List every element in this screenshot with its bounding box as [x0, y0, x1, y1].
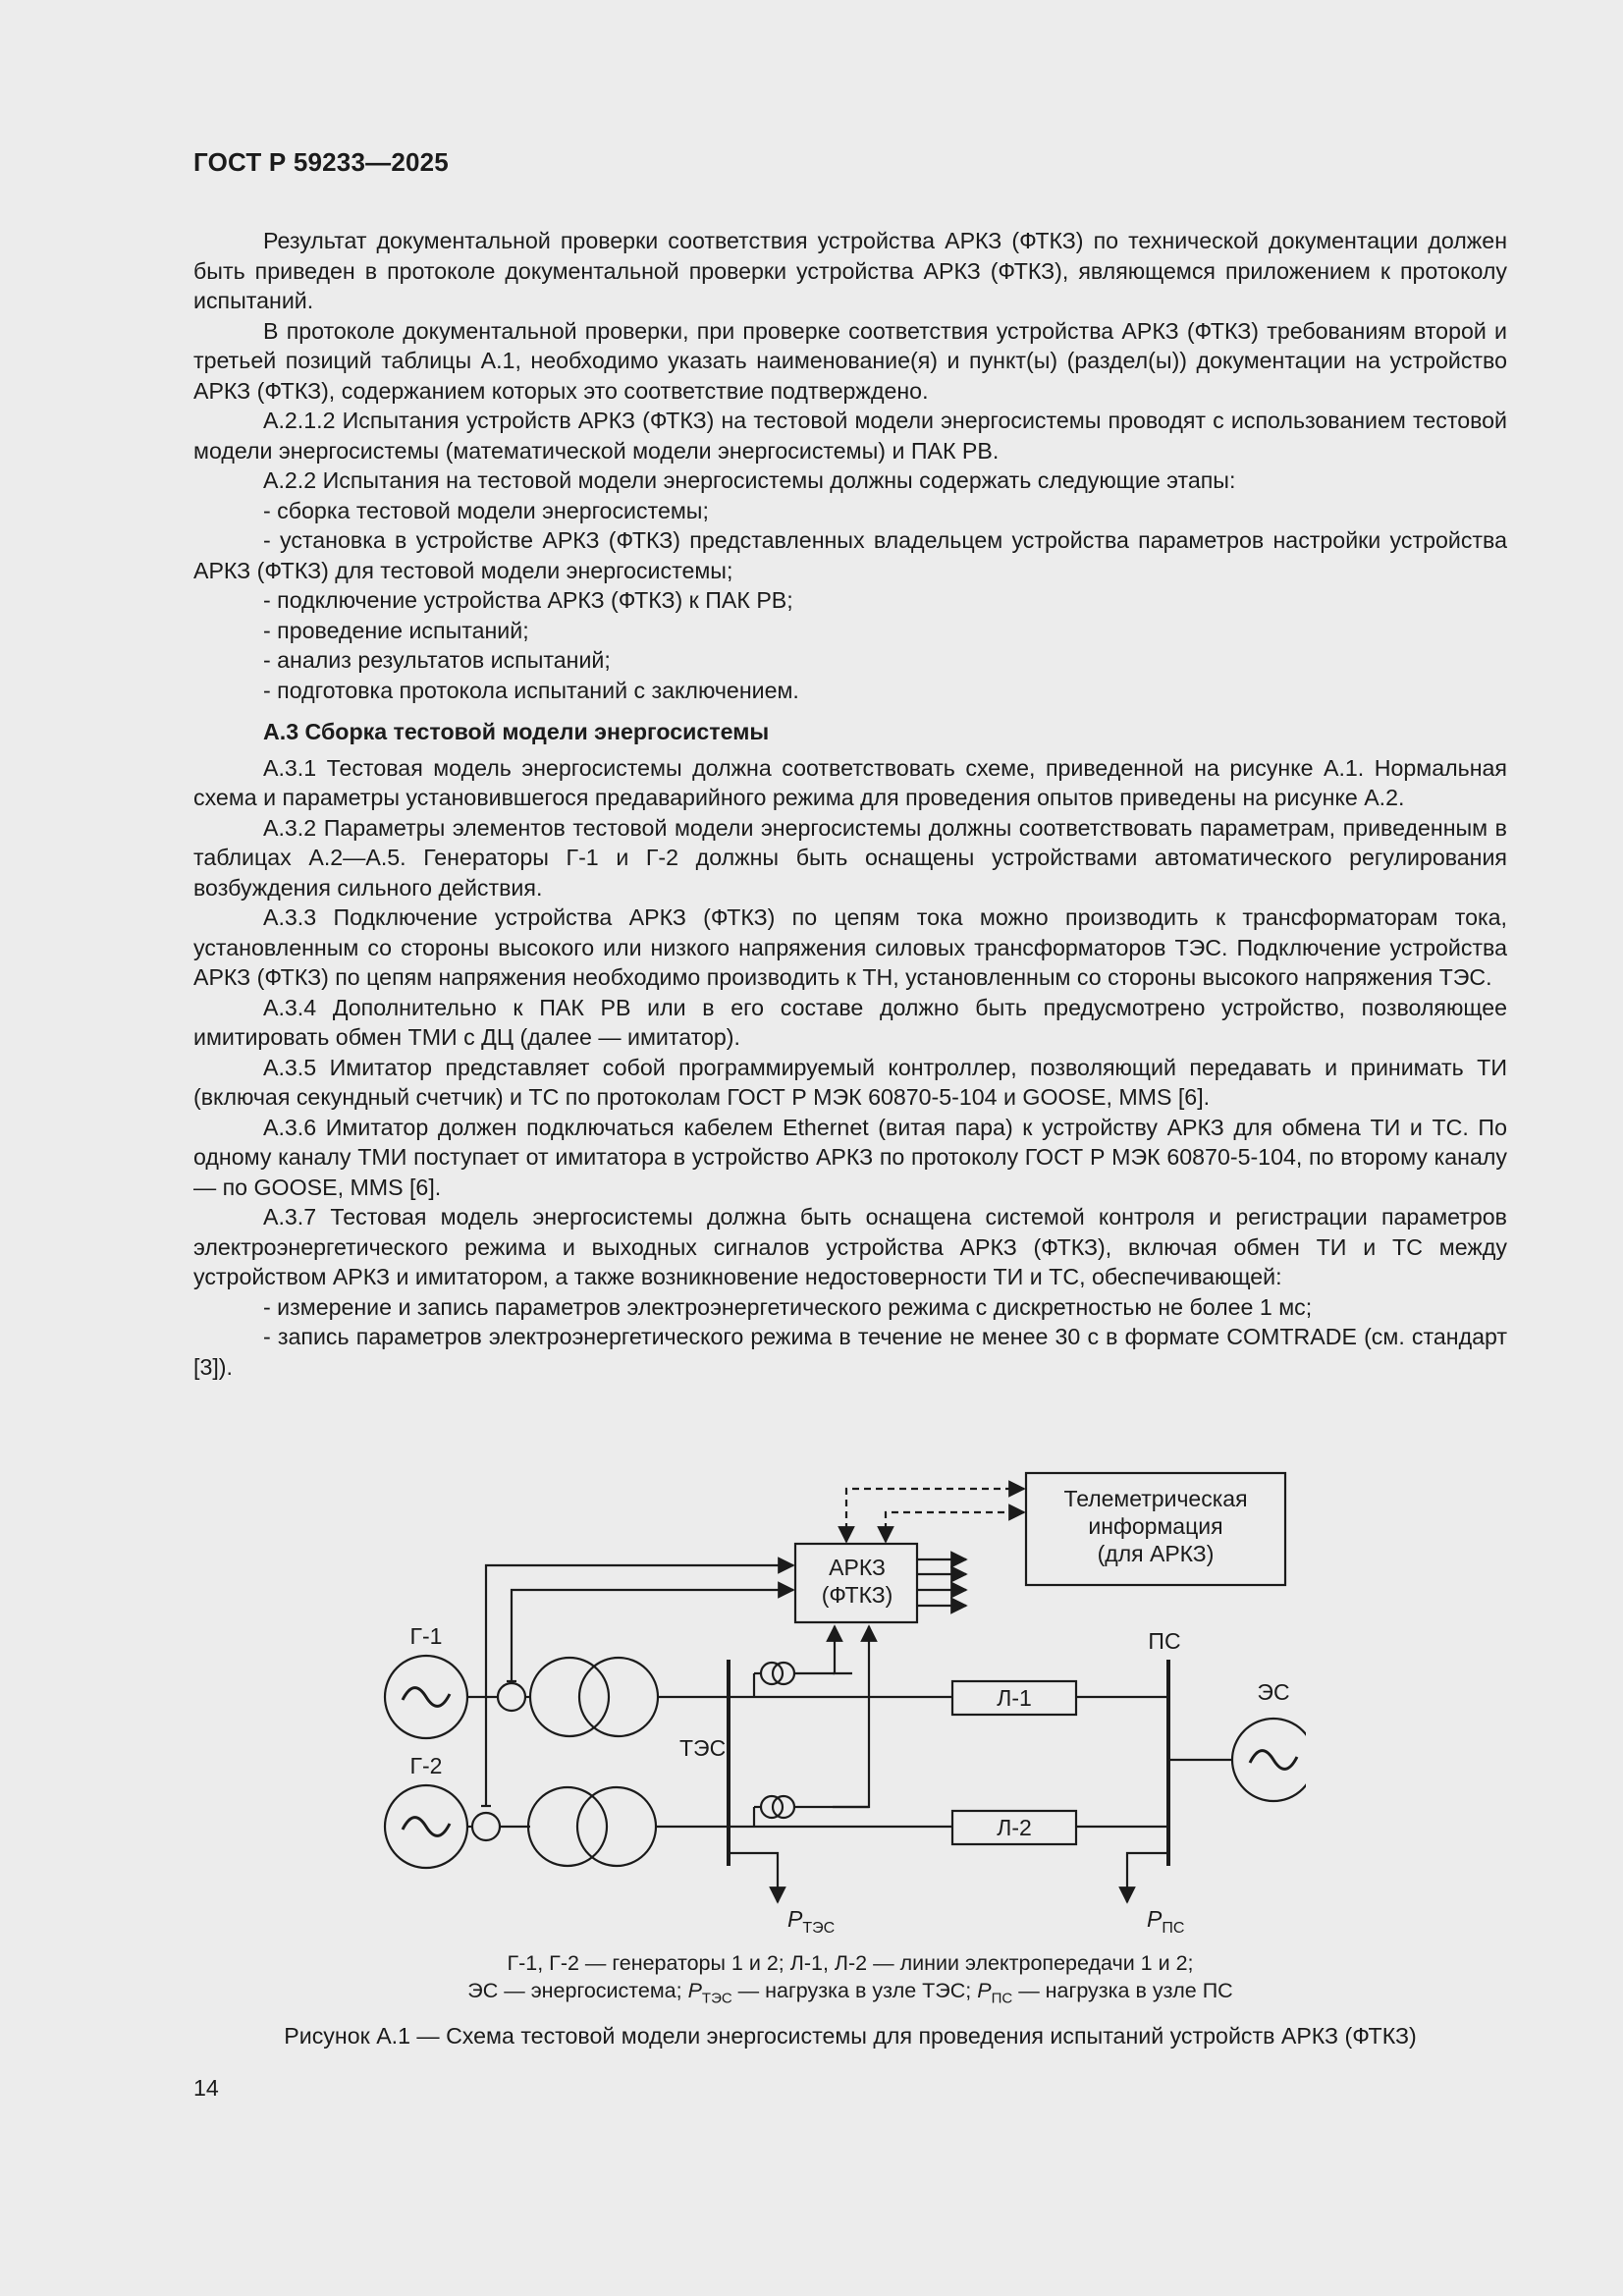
load-ps-arrow	[1127, 1853, 1168, 1902]
legend-line: Г-1, Г-2 — генераторы 1 и 2; Л-1, Л-2 — линии электропередачи 1 и 2;	[507, 1951, 1194, 1975]
paragraph: А.3.2 Параметры элементов тестовой модели энергосистемы должны соответствовать параметрам, приведенным в таблицах А.2—А.5. Генераторы Г-1 и Г-2 должны быть оснащены устройствами автоматического регулирования возбуждения сильного действия.	[193, 814, 1507, 901]
load-tes-label: $P_{ТЭС}$	[787, 1906, 836, 1935]
list-item: - проведение испытаний;	[263, 617, 529, 643]
vt-symbol	[498, 1683, 525, 1711]
diagram-svg	[373, 1463, 1306, 1935]
vt-symbol	[472, 1813, 500, 1840]
line-l2-label: Л-2	[997, 1815, 1032, 1840]
arkz-label-line2: (ФТКЗ)	[821, 1582, 893, 1608]
list-item: - установка в устройстве АРКЗ (ФТКЗ) представленных владельцем устройства параметров настройки устройства АРКЗ (ФТКЗ) для тестовой модели энергосистемы;	[193, 527, 1507, 583]
tes-label: ТЭС	[679, 1735, 727, 1761]
paragraph: А.3.4 Дополнительно к ПАК РВ или в его составе должно быть предусмотрено устройство, позволяющее имитировать обмен ТМИ с ДЦ (далее — имитатор).	[193, 994, 1507, 1050]
line-l1-label: Л-1	[997, 1685, 1032, 1711]
ct-feed-line	[833, 1626, 869, 1807]
page-number: 14	[193, 2075, 219, 2101]
paragraph: А.3.3 Подключение устройства АРКЗ (ФТКЗ) по цепям тока можно производить к трансформаторам тока, установленным со стороны высокого или низкого напряжения силовых трансформаторов ТЭС. Подключение устройства АРКЗ (ФТКЗ) по цепям напряжения необходимо производить к ТН, установленным со стороны высокого напряжения ТЭС.	[193, 904, 1507, 990]
figure-caption: Рисунок А.1 — Схема тестовой модели энергосистемы для проведения испытаний устройств АРКЗ (ФТКЗ)	[284, 2023, 1417, 2049]
vt-feed-line	[512, 1590, 793, 1681]
load-tes-arrow	[729, 1853, 778, 1902]
ct-feed-line	[835, 1626, 852, 1673]
telemetry-label-line2: информация	[1088, 1513, 1223, 1539]
paragraph: А.2.2 Испытания на тестовой модели энергосистемы должны содержать следующие этапы:	[263, 467, 1236, 493]
legend-line: ЭС — энергосистема; $P_{ТЭС}$ — нагрузка в узле ТЭС; $P_{ПС}$ — нагрузка в узле ПС	[467, 1979, 1233, 2007]
telemetry-label-line1: Телеметрическая	[1063, 1486, 1248, 1511]
document-header: ГОСТ Р 59233—2025	[193, 147, 449, 177]
list-item: - анализ результатов испытаний;	[263, 647, 611, 673]
telemetry-links	[846, 1489, 1024, 1542]
arkz-label-line1: АРКЗ	[829, 1555, 886, 1580]
telemetry-label-line3: (для АРКЗ)	[1097, 1541, 1215, 1566]
paragraph: А.2.1.2 Испытания устройств АРКЗ (ФТКЗ) на тестовой модели энергосистемы проводят с использованием тестовой модели энергосистемы (математической модели энергосистемы) и ПАК РВ.	[193, 408, 1507, 464]
list-item: - запись параметров электроэнергетического режима в течение не менее 30 с в формате COMTRADE (см. стандарт [3]).	[193, 1324, 1507, 1380]
load-ps-label: $P_{ПС}$	[1147, 1906, 1185, 1935]
transformer-t1-symbol	[530, 1658, 609, 1736]
paragraph: А.3.7 Тестовая модель энергосистемы должна быть оснащена системой контроля и регистрации параметров электроэнергетического режима и выходных сигналов устройства АРКЗ (ФТКЗ), включая обмен ТИ и ТС между устройством АРКЗ и имитатором, а также возникновение недостоверности ТИ и ТС, обеспечивающей:	[193, 1204, 1507, 1289]
paragraph: В протоколе документальной проверки, при проверке соответствия устройства АРКЗ (ФТКЗ) требованиям второй и третьей позиций таблицы А.1, необходимо указать наименование(я) и пункт(ы) (раздел(ы)) документации на устройство АРКЗ (ФТКЗ), содержанием которых это соответствие подтверждено.	[193, 317, 1507, 404]
test-model-diagram	[373, 1463, 1306, 1935]
list-item: - сборка тестовой модели энергосистемы;	[263, 497, 709, 523]
body-text	[193, 226, 1507, 1382]
list-item: - измерение и запись параметров электроэнергетического режима с дискретностью не более 1 мс;	[263, 1293, 1313, 1320]
ps-label: ПС	[1148, 1628, 1181, 1654]
generator-g2-label: Г-2	[409, 1753, 443, 1778]
transformer-t2-symbol	[528, 1787, 607, 1866]
paragraph: А.3.6 Имитатор должен подключаться кабелем Ethernet (витая пара) к устройству АРКЗ для обмена ТИ и ТС. По одному каналу ТМИ поступает от имитатора в устройство АРКЗ по протоколу ГОСТ Р МЭК 60870-5-104, по второму каналу — по GOOSE, MMS [6].	[193, 1114, 1507, 1200]
paragraph: А.3.1 Тестовая модель энергосистемы должна соответствовать схеме, приведенной на рисунке А.1. Нормальная схема и параметры установившегося предаварийного режима для проведения опытов приведены на рисунке А.2.	[193, 754, 1507, 810]
paragraph: А.3.5 Имитатор представляет собой программируемый контроллер, позволяющий передавать и принимать ТИ (включая секундный счетчик) и ТС по протоколам ГОСТ Р МЭК 60870-5-104 и GOOSE, MMS [6].	[193, 1054, 1507, 1110]
arkz-output-arrows	[917, 1559, 966, 1606]
figure-legend	[193, 1949, 1507, 2012]
list-item: - подключение устройства АРКЗ (ФТКЗ) к ПАК РВ;	[263, 587, 793, 613]
generator-g1-label: Г-1	[409, 1623, 443, 1649]
es-label: ЭС	[1257, 1679, 1290, 1705]
section-heading: А.3 Сборка тестовой модели энергосистемы	[263, 719, 770, 744]
list-item: - подготовка протокола испытаний с заключением.	[263, 677, 799, 703]
paragraph: Результат документальной проверки соответствия устройства АРКЗ (ФТКЗ) по технической документации должен быть приведен в протоколе документальной проверки устройства АРКЗ (ФТКЗ), являющемся приложением к протоколу испытаний.	[193, 228, 1507, 313]
